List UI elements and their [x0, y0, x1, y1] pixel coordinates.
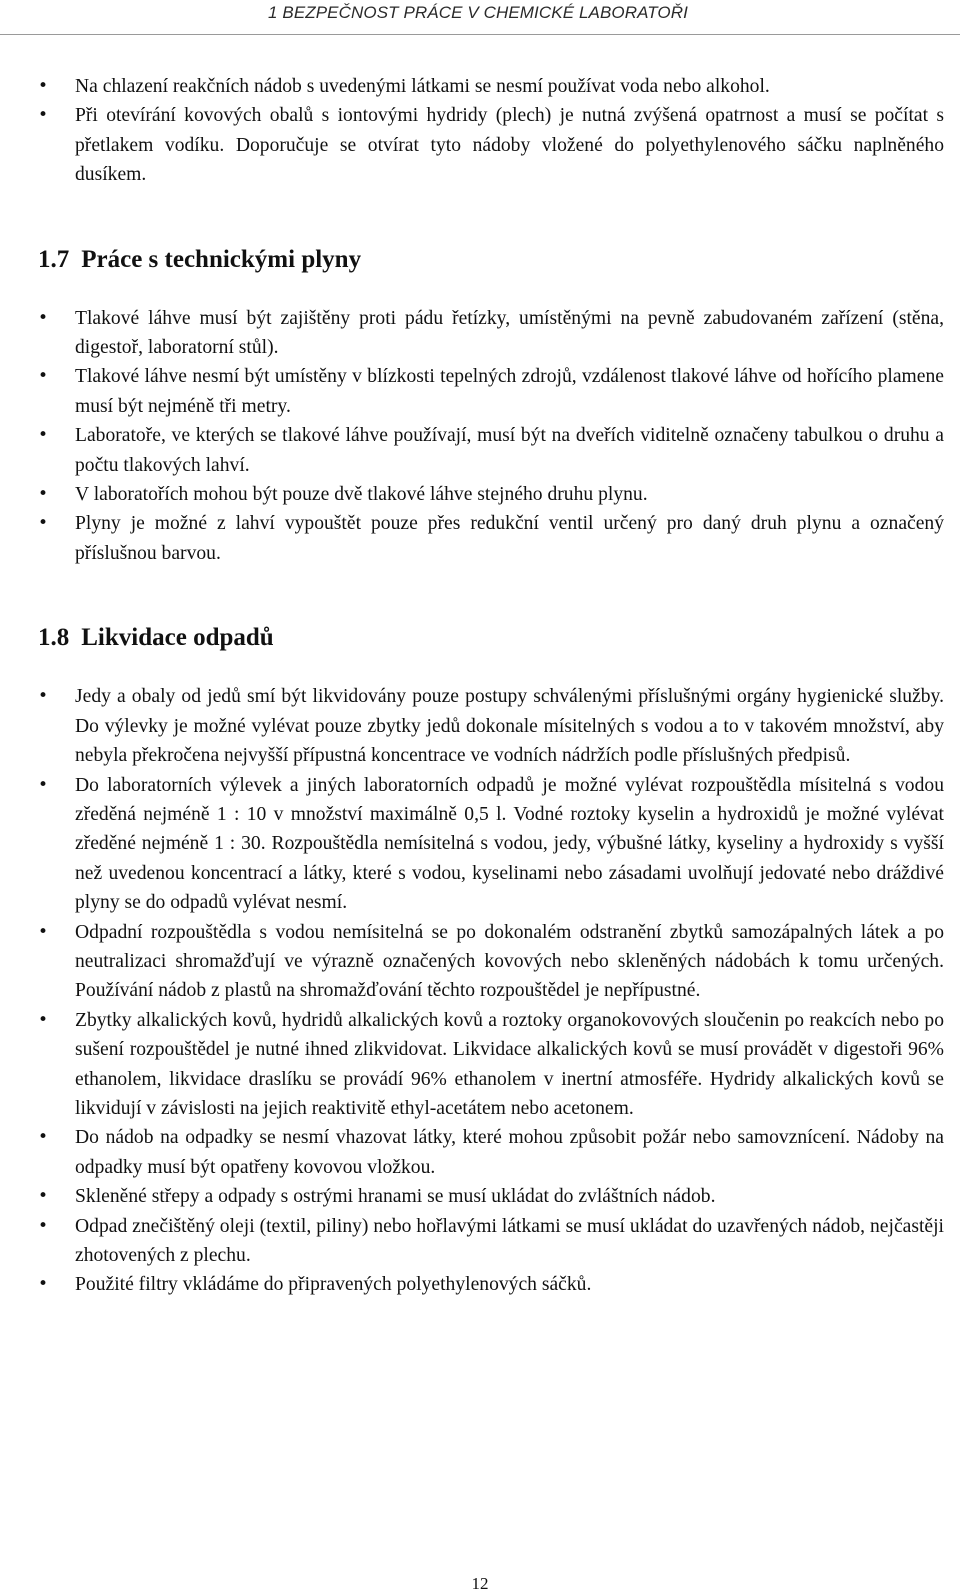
section-list: [38, 682, 944, 1300]
list-item: • Odpad znečištěný oleji (textil, piliny) nebo hořlavými látkami se musí ukládat do uzavřených nádob, nejčastěji zhotovených z plechu.: [38, 1212, 944, 1271]
list-item: • Zbytky alkalických kovů, hydridů alkalických kovů a roztoky organokovových sloučenin po reakcích nebo po sušení rozpouštědel je nutné ihned zlikvidovat. Likvidace alkalických kovů se musí provádět v digestoři 96% ethanolem, likvidace draslíku se provádí 96% ethanolem v inertní atmosféře. Hydridy alkalických kovů se likvidují v závislosti na jejich reaktivitě ethyl-acetátem nebo acetonem.: [38, 1006, 944, 1124]
section-number: 1.8: [38, 624, 70, 652]
intro-list: [38, 72, 944, 190]
section-title: Likvidace odpadů: [81, 624, 274, 652]
list-item: • Při otevírání kovových obalů s iontovými hydridy (plech) je nutná zvýšená opatrnost a musí se počítat s přetlakem vodíku. Doporučuje se otvírat tyto nádoby vložené do polyethylenového sáčku naplněného dusíkem.: [38, 101, 944, 189]
list-item: • Tlakové láhve nesmí být umístěny v blízkosti tepelných zdrojů, vzdálenost tlakové láhve od hořícího plamene musí být nejméně tři metry.: [38, 362, 944, 421]
section-1-8: [38, 622, 944, 1300]
section-number: 1.7: [38, 245, 70, 273]
list-item: • Laboratoře, ve kterých se tlakové láhve používají, musí být na dveřích viditelně označeny tabulkou o druhu a počtu tlakových lahví.: [38, 421, 944, 480]
list-item: • Jedy a obaly od jedů smí být likvidovány pouze postupy schválenými příslušnými orgány hygienické služby. Do výlevky je možné vylévat pouze zbytky jedů dokonale mísitelných s vodou a to v takovém množství, aby nebyla překročena nejvyšší přípustná koncentrace ve vodních nádržích podle příslušných předpisů.: [38, 682, 944, 770]
section-1-7: [38, 244, 944, 569]
section-list: [38, 304, 944, 569]
section-heading: [38, 622, 944, 654]
list-item: • Do nádob na odpadky se nesmí vhazovat látky, které mohou způsobit požár nebo samovznícení. Nádoby na odpadky musí být opatřeny kovovou vložkou.: [38, 1123, 944, 1182]
list-item: • Tlakové láhve musí být zajištěny proti pádu řetízky, umístěnými na pevně zabudovaném zařízení (stěna, digestoř, laboratorní stůl).: [38, 304, 944, 363]
page-number: 12: [471, 1574, 489, 1593]
section-heading: [38, 244, 944, 276]
list-item: • Použité filtry vkládáme do připravených polyethylenových sáčků.: [38, 1270, 944, 1299]
list-item: • Na chlazení reakčních nádob s uvedenými látkami se nesmí používat voda nebo alkohol.: [38, 72, 944, 101]
running-header-title: 1 BEZPEČNOST PRÁCE V CHEMICKÉ LABORATOŘI: [268, 3, 688, 22]
page-content: [38, 72, 944, 1300]
list-item: • Plyny je možné z lahví vypouštět pouze přes redukční ventil určený pro daný druh plynu a označený příslušnou barvou.: [38, 509, 944, 568]
list-item: • Do laboratorních výlevek a jiných laboratorních odpadů je možné vylévat rozpouštědla mísitelná s vodou zředěná nejméně 1 : 10 v množství maximálně 0,5 l. Vodné roztoky kyselin a hydroxidů je možné vylévat zředěné nejméně 1 : 30. Rozpouštědla nemísitelná s vodou, jedy, výbušné látky, kyseliny a hydroxidy s vyšší než uvedenou koncentrací a látky, které s vodou, kyselinami nebo zásadami uvolňují jedovaté nebo dráždivé plyny se do odpadů vylévat nesmí.: [38, 771, 944, 918]
list-item: • Skleněné střepy a odpady s ostrými hranami se musí ukládat do zvláštních nádob.: [38, 1182, 944, 1211]
section-title: Práce s technickými plyny: [81, 245, 362, 273]
list-item: • V laboratořích mohou být pouze dvě tlakové láhve stejného druhu plynu.: [38, 480, 944, 509]
running-header: [0, 0, 960, 35]
list-item: • Odpadní rozpouštědla s vodou nemísitelná se po dokonalém odstranění zbytků samozápalných látek a po neutralizaci shromažďují ve výrazně označených kovových nebo skleněných nádobách k tomu určených. Používání nádob z plastů na shromažďování těchto rozpouštědel je nepřípustné.: [38, 918, 944, 1006]
